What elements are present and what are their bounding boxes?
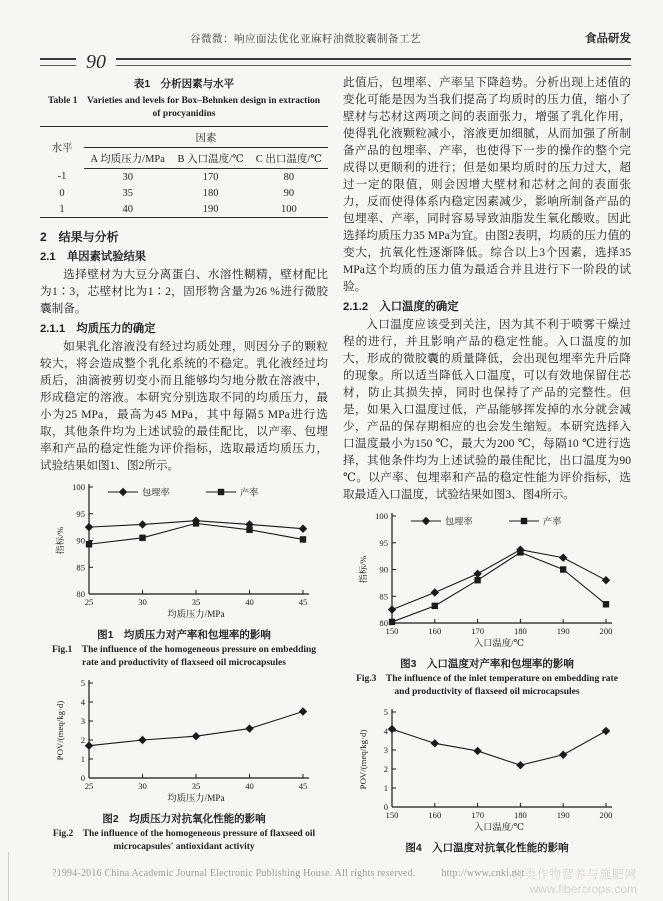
svg-text:POV/(meq/kg·d): POV/(meq/kg·d) (358, 729, 368, 790)
watermark-cn: 麻类作物营养与施肥网 (512, 869, 637, 881)
svg-text:100: 100 (375, 511, 388, 521)
svg-text:200: 200 (599, 810, 613, 820)
table-row (40, 185, 328, 201)
section-heading-2-1-2: 2.1.2 入口温度的确定 (343, 301, 459, 313)
left-column (40, 74, 328, 857)
section-heading-2-1: 2.1 单因素试验结果 (40, 251, 147, 263)
table1-subcol-c: C 出口温度/℃ (250, 148, 328, 169)
cell: 40 (122, 203, 133, 215)
header-rule-left (40, 58, 76, 66)
svg-text:0: 0 (383, 802, 388, 812)
section-heading-2: 2 结果与分析 (40, 230, 119, 244)
paragraph (40, 856, 328, 857)
watermark-url: www.fibercrops.com (529, 882, 637, 896)
cell: 100 (280, 203, 297, 215)
table1-subcol-a: A 均质压力/MPa (84, 148, 172, 169)
svg-text:30: 30 (138, 597, 147, 607)
paragraph: 入口温度应该受到关注，因为其不利于喷雾干燥过程的进行，并且影响产品的稳定性能。入口温度的加大，形成的微胶囊的质量降低，会出现包埋率先升后降的现象。所以适当降低入口温度，可以有效地保留住芯材，防止其损失掉，同时也保持了产品的完整性。但是，如果入口温度过低，产品能够挥发掉的水分就会减少，产品的保存期相应的也会发生缩短。本研究选择入口温度最小为150 ℃，最大为200 ℃，每隔10 ℃进行选择，其他条件均为上述试验的最佳配比，出口温度为90 ℃。以产率、包埋率和产品的稳定性能为评价指标，选取最适入口温度，试验结果如图3、图4所示。 (343, 318, 631, 501)
cell: 0 (59, 187, 65, 199)
svg-text:170: 170 (471, 626, 485, 636)
table1-col-factor: 因素 (84, 127, 328, 148)
page-number: 90 (86, 51, 106, 73)
svg-text:85: 85 (379, 591, 388, 602)
svg-text:170: 170 (471, 810, 485, 820)
paragraph: 如果乳化溶液没有经过均质处理，则因分子的颗粒较大，将会造成整个乳化系统的不稳定。乳化液经过均质后，油滴被剪切变小而且能够均匀地分散在溶液中，形成稳定的溶液。本研究分别选取不同的均质压力，最小为25 MPa，最高为45 MPa，其中每隔5 MPa进行选取，其他条件均为上述试验的最佳配比，以产率、包埋率和产品的稳定性能为评价指标，选取最适均质压力，试验结果如图1、图2所示。 (40, 340, 328, 472)
table1-title-en (40, 95, 328, 121)
page-header (40, 30, 631, 46)
svg-text:2: 2 (383, 764, 388, 774)
section-heading-2-1-1: 2.1.1 均质压力的确定 (40, 323, 156, 335)
figure-4-chart (356, 703, 618, 839)
cell: 1 (59, 203, 65, 215)
svg-text:5: 5 (80, 678, 85, 688)
svg-text:35: 35 (191, 781, 201, 791)
svg-text:95: 95 (76, 508, 85, 519)
svg-text:3: 3 (80, 716, 85, 726)
svg-text:45: 45 (298, 597, 308, 607)
figure-2-caption-en-line2: microcapsules' antioxidant activity (113, 842, 255, 852)
svg-text:95: 95 (379, 537, 388, 548)
svg-text:150: 150 (385, 626, 399, 636)
figure-1 (40, 478, 328, 670)
cell: -1 (57, 171, 67, 183)
svg-text:200: 200 (599, 626, 613, 636)
svg-text:1: 1 (383, 783, 388, 793)
copyright-line (52, 868, 525, 879)
figure-3 (343, 507, 631, 699)
svg-text:40: 40 (245, 597, 254, 607)
svg-text:160: 160 (428, 810, 442, 820)
cell: 180 (202, 187, 219, 199)
table1-col-level: 水平 (51, 143, 73, 155)
header-rule (40, 52, 631, 72)
svg-text:入口温度/℃: 入口温度/℃ (473, 639, 525, 649)
svg-text:均质压力/MPa: 均质压力/MPa (167, 794, 225, 804)
svg-text:5: 5 (383, 707, 388, 717)
svg-text:指标/%: 指标/% (358, 555, 368, 584)
svg-text:85: 85 (76, 562, 85, 573)
svg-text:40: 40 (245, 781, 254, 791)
svg-text:190: 190 (556, 810, 570, 820)
svg-text:90: 90 (76, 535, 85, 546)
figure-4-caption-cn: 图4 入口温度对抗氧化性能的影响 (405, 842, 569, 854)
figure-3-caption-en (343, 673, 631, 699)
svg-text:4: 4 (383, 726, 388, 736)
svg-text:25: 25 (84, 781, 94, 791)
table1-title-cn: 表1 分析因素与水平 (133, 78, 235, 90)
figure-3-caption-en-line1: Fig.3 The influence of the inlet temperature on embedding rate (356, 674, 618, 684)
table-row (40, 201, 328, 218)
svg-text:产率: 产率 (543, 516, 562, 527)
svg-text:190: 190 (556, 626, 570, 636)
svg-text:150: 150 (385, 810, 399, 820)
svg-text:45: 45 (298, 781, 308, 791)
cnki-url: http://www.cnki.net (441, 868, 525, 879)
figure-1-caption-cn: 图1 均质压力对产率和包埋率的影响 (97, 629, 271, 641)
svg-text:25: 25 (84, 597, 94, 607)
cell: 170 (202, 171, 219, 183)
cell: 190 (202, 203, 219, 215)
figure-1-caption-en (40, 644, 328, 670)
figure-2 (40, 674, 328, 854)
svg-text:90: 90 (379, 564, 388, 575)
svg-text:180: 180 (513, 810, 527, 820)
figure-1-caption-en-line2: rate and productivity of flaxseed oil microcapsules (82, 658, 286, 668)
svg-text:产率: 产率 (240, 487, 259, 498)
svg-text:2: 2 (80, 735, 85, 745)
running-title: 谷微微：响应面法优化亚麻籽油微胶囊制备工艺 (190, 34, 421, 45)
cell: 35 (122, 187, 133, 199)
svg-text:包埋率: 包埋率 (142, 487, 170, 498)
svg-text:80: 80 (76, 589, 85, 599)
table1-title-en-line1: Table 1 Varieties and levels for Box–Behnken design in extraction (48, 96, 320, 106)
svg-text:30: 30 (138, 781, 147, 791)
svg-text:POV/(meq/kg·d): POV/(meq/kg·d) (55, 700, 65, 761)
figure-2-caption-cn: 图2 均质压力对抗氧化性能的影响 (102, 813, 266, 825)
paragraph: 此值后，包埋率、产率呈下降趋势。分析出现上述值的变化可能是因为当我们提高了均质时的压力值，缩小了壁材与芯材这两项之间的表面张力，增强了乳化作用，使得乳化液颗粒减小，溶液更加细腻，从而加强了所制备产品的包埋率、产率，也使得下一步的操作的整个完成得以更顺利的进行；但是如果均质时的压力过大，超过一定的限值，则会因增大壁材和芯材之间的表面张力，反而使得体系内稳定因素减少，影响所制备产品的包埋率、产率，同时容易导致油脂发生氧化酸败。因此选择均质压力35 MPa为宜。由图2表明，均质的压力值的变大，抗氧化性逐渐降低。综合以上3个因素，选择35 MPa这个均质的压力值为最适合并且进行下一阶段的试验。 (343, 76, 631, 293)
svg-text:3: 3 (383, 745, 388, 755)
figure-1-chart (53, 478, 315, 626)
svg-text:4: 4 (80, 697, 85, 707)
figure-3-caption-cn: 图3 入口温度对产率和包埋率的影响 (400, 658, 574, 670)
journal-section-label: 食品研发 (585, 33, 631, 45)
figure-3-caption-en-line2: and productivity of flaxseed oil microcapsules (394, 687, 580, 697)
cell: 80 (283, 171, 295, 183)
svg-text:入口温度/℃: 入口温度/℃ (473, 823, 525, 833)
figure-1-caption-en-line1: Fig.1 The influence of the homogeneous pressure on embedding (51, 645, 317, 655)
svg-text:160: 160 (428, 626, 442, 636)
table-row (40, 169, 328, 186)
figure-2-chart (53, 674, 315, 810)
cell: 30 (122, 171, 133, 183)
figure-4 (343, 703, 631, 857)
copyright-text: ?1994-2016 China Academic Journal Electronic Publishing House. All rights reserved. (52, 868, 416, 879)
right-column (343, 74, 631, 857)
figure-3-chart (356, 507, 618, 655)
table1-subcol-b: B 入口温度/℃ (172, 148, 250, 169)
cell: 90 (283, 187, 295, 199)
site-watermark (512, 868, 637, 896)
svg-text:指标/%: 指标/% (55, 526, 65, 555)
svg-text:35: 35 (191, 597, 201, 607)
svg-text:1: 1 (80, 754, 85, 764)
svg-text:包埋率: 包埋率 (445, 516, 473, 527)
svg-text:180: 180 (513, 626, 527, 636)
table1 (40, 126, 328, 218)
figure-2-caption-en-line1: Fig.2 The influence of the homogeneous pressure of flaxseed oil (52, 829, 316, 839)
paragraph: 选择壁材为大豆分离蛋白、水溶性糊精，壁材配比为1∶3，芯壁材比为1∶2，固形物含量为26 %进行微胶囊制备。 (40, 268, 328, 315)
svg-text:均质压力/MPa: 均质压力/MPa (167, 610, 225, 620)
svg-text:0: 0 (80, 773, 85, 783)
header-rule-right (116, 58, 631, 66)
svg-text:80: 80 (379, 618, 388, 628)
figure-2-caption-en (40, 828, 328, 854)
table1-title-en-line2: of procyanidins (152, 109, 216, 119)
svg-text:100: 100 (72, 482, 85, 492)
